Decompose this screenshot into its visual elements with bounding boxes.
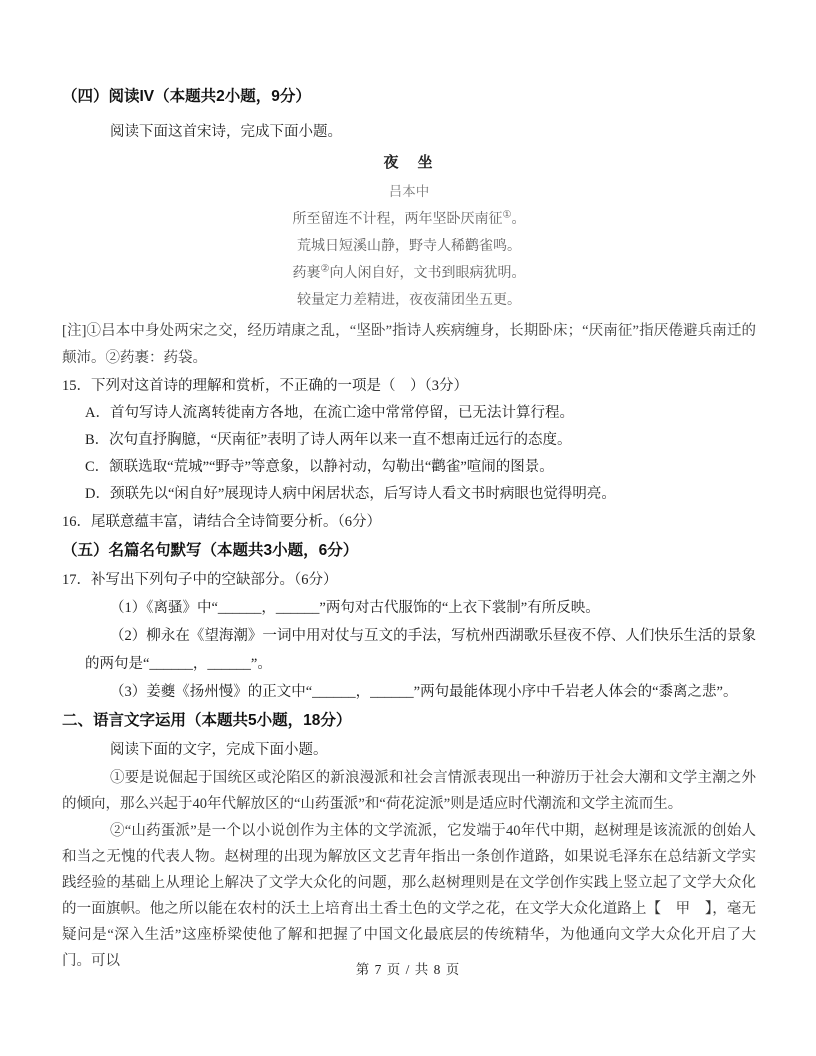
section-2-heading: 二、语言文字运用（本题共5小题，18分） <box>62 712 352 729</box>
question-17-stem: 17．补写出下列句子中的空缺部分。（6分） <box>62 572 338 588</box>
poem-line-text: 向人闲自好，文书到眼病犹明。 <box>329 266 526 281</box>
passage-paragraph-2: ②“山药蛋派”是一个以小说创作为主体的文学流派，它发端于40年代中期，赵树理是该流派的创始人和当之无愧的代表人物。赵树理的出现为解放区文艺青年指出一条创作道路，如果说毛泽东在总结新文学实践经验的基础上从理论上解决了文学大众化的问题，那么赵树理则是在文学创作实践上竖立起了文学大众化的一面旗帜。他之所以能在农村的沃土上培育出土香土色的文学之花，在文学大众化道路上【 甲 】，毫无疑问是“深入生活”这座桥梁使他了解和把握了中国文化最底层的传统精华，为他通向文学大众化开启了大门。可以 <box>62 823 756 969</box>
question-15-option-a: A．首句写诗人流离转徙南方各地，在流亡途中常常停留，已无法计算行程。 <box>85 405 574 421</box>
question-15-option-b: B．次句直抒胸臆，“厌南征”表明了诗人两年以来一直不想南迁远行的态度。 <box>85 432 572 448</box>
poem-author: 吕本中 <box>388 184 430 199</box>
question-15-stem: 15．下列对这首诗的理解和赏析，不正确的一项是（ ）（3分） <box>62 378 468 394</box>
passage-paragraph-1: ①要是说倔起于国统区或沦陷区的新浪漫派和社会言情派表现出一种游历于社会大潮和文学主潮之外的倾向，那么兴起于40年代解放区的“山药蛋派”和“荷花淀派”则是适应时代潮流和文学主流而生。 <box>62 770 756 812</box>
poem-line-text: 较量定力差精进，夜夜蒲团坐五更。 <box>297 293 521 308</box>
poem-line <box>62 287 756 314</box>
poem-line-text: 药裹 <box>292 266 321 281</box>
section-5-heading: （五）名篇名句默写（本题共3小题，6分） <box>62 542 359 559</box>
section-4-intro: 阅读下面这首宋诗，完成下面小题。 <box>110 124 342 140</box>
passage-intro: 阅读下面的文字，完成下面小题。 <box>110 742 328 758</box>
poem-block <box>62 148 756 314</box>
footnote-marker: ① <box>502 209 512 221</box>
question-15-option-c: C．颔联选取“荒城”“野寺”等意象，以静衬动，勾勒出“鹳雀”喧闹的图景。 <box>85 459 554 475</box>
question-17-item-2: （2）柳永在《望海潮》一词中用对仗与互文的手法，写杭州西湖歌乐昼夜不停、人们快乐生活的景象的两句是“______，______”。 <box>85 628 756 672</box>
poem-line <box>62 206 756 233</box>
poem-title: 夜 坐 <box>383 154 435 171</box>
poem-line <box>62 260 756 287</box>
question-17-item-1: （1）《离骚》中“______，______”两句对古代服饰的“上衣下裳制”有所反映。 <box>110 600 600 616</box>
question-17-item-3: （3）姜夔《扬州慢》的正文中“______，______”两句最能体现小序中千岩老人体会的“黍离之悲”。 <box>110 684 738 700</box>
question-16-stem: 16．尾联意蕴丰富，请结合全诗简要分析。（6分） <box>62 514 381 530</box>
section-4-heading: （四）阅读IV（本题共2小题，9分） <box>62 88 311 105</box>
poem-line <box>62 233 756 260</box>
question-15-option-d: D．颈联先以“闲自好”展现诗人病中闲居状态，后写诗人看文书时病眼也觉得明亮。 <box>85 486 616 502</box>
poem-line-text: 所至留连不计程，两年坚卧厌南征 <box>292 212 503 227</box>
poem-note: [注]①吕本中身处两宋之交，经历靖康之乱，“坚卧”指诗人疾病缠身，长期卧床；“厌南征”指厌倦避兵南迁的颠沛。②药裹：药袋。 <box>62 323 756 366</box>
page-footer: 第 7 页 / 共 8 页 <box>355 962 461 977</box>
poem-line-text: 荒城日短溪山静，野寺人稀鹳雀鸣。 <box>297 239 521 254</box>
footnote-marker: ② <box>320 263 330 275</box>
poem-line-text: 。 <box>511 212 526 227</box>
